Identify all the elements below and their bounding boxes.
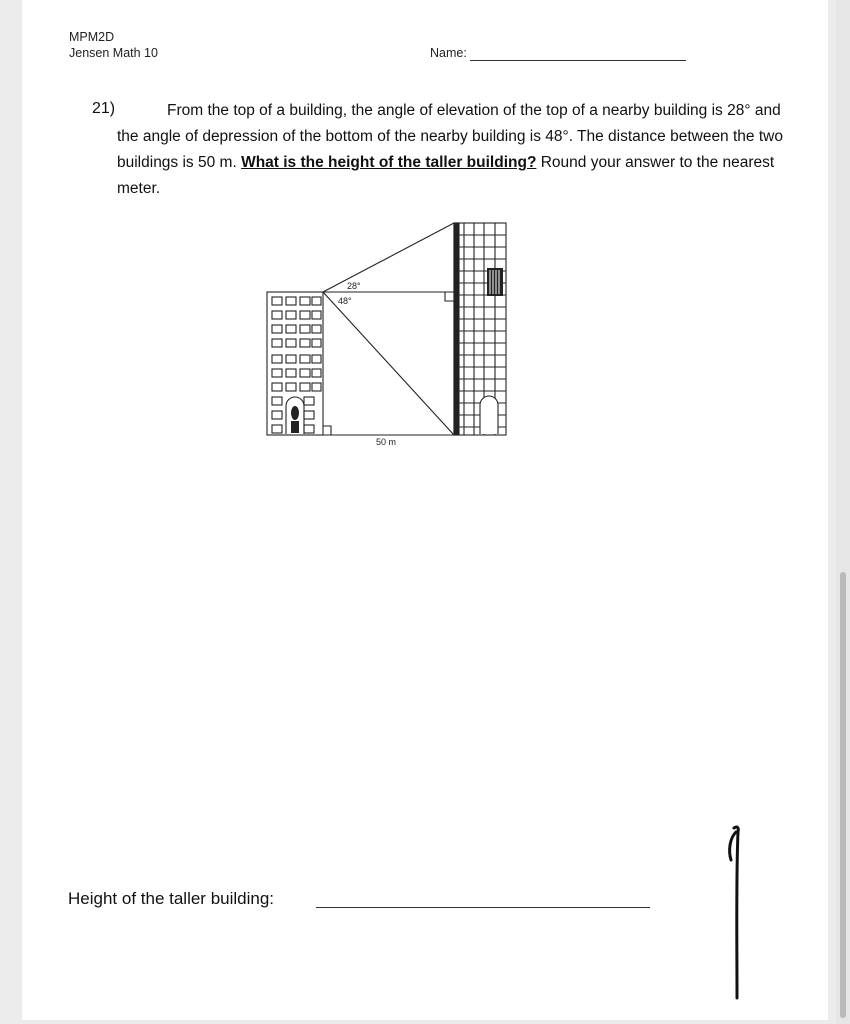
question-number: 21) (92, 100, 116, 117)
name-blank-line (470, 60, 686, 61)
distance-label: 50 m (376, 437, 397, 447)
scrollbar-track[interactable] (836, 0, 850, 1024)
tall-building (454, 223, 506, 435)
answer-blank-line (316, 907, 650, 908)
door-step (291, 421, 299, 433)
question-text (117, 98, 787, 202)
answer-label: Height of the taller building: (68, 889, 275, 908)
angle-depression-label: 48° (338, 296, 352, 306)
scrollbar-thumb[interactable] (840, 572, 846, 1018)
handwritten-score-mark (720, 820, 760, 1005)
course-code: MPM2D (69, 30, 115, 44)
course-name: Jensen Math 10 (69, 46, 158, 60)
course-header (69, 29, 158, 61)
buildings-diagram (264, 220, 514, 452)
triangle-lines (323, 223, 454, 435)
question-text-part1: From the top of a building, the angle of elevation of the top of a nearby building is 28° and the angle of depression of the bottom of the nearby building is 48°. The distance between the two buildings is 50 m. (117, 102, 783, 171)
tall-building-vent (487, 268, 503, 296)
question-emphasis: What is the height of the taller building? (241, 154, 537, 171)
angle-elevation-label: 28° (347, 281, 361, 291)
door-knob-icon (291, 406, 299, 420)
name-label: Name: (430, 46, 467, 60)
question-text-part2: Round your answer to the nearest meter. (117, 154, 775, 197)
